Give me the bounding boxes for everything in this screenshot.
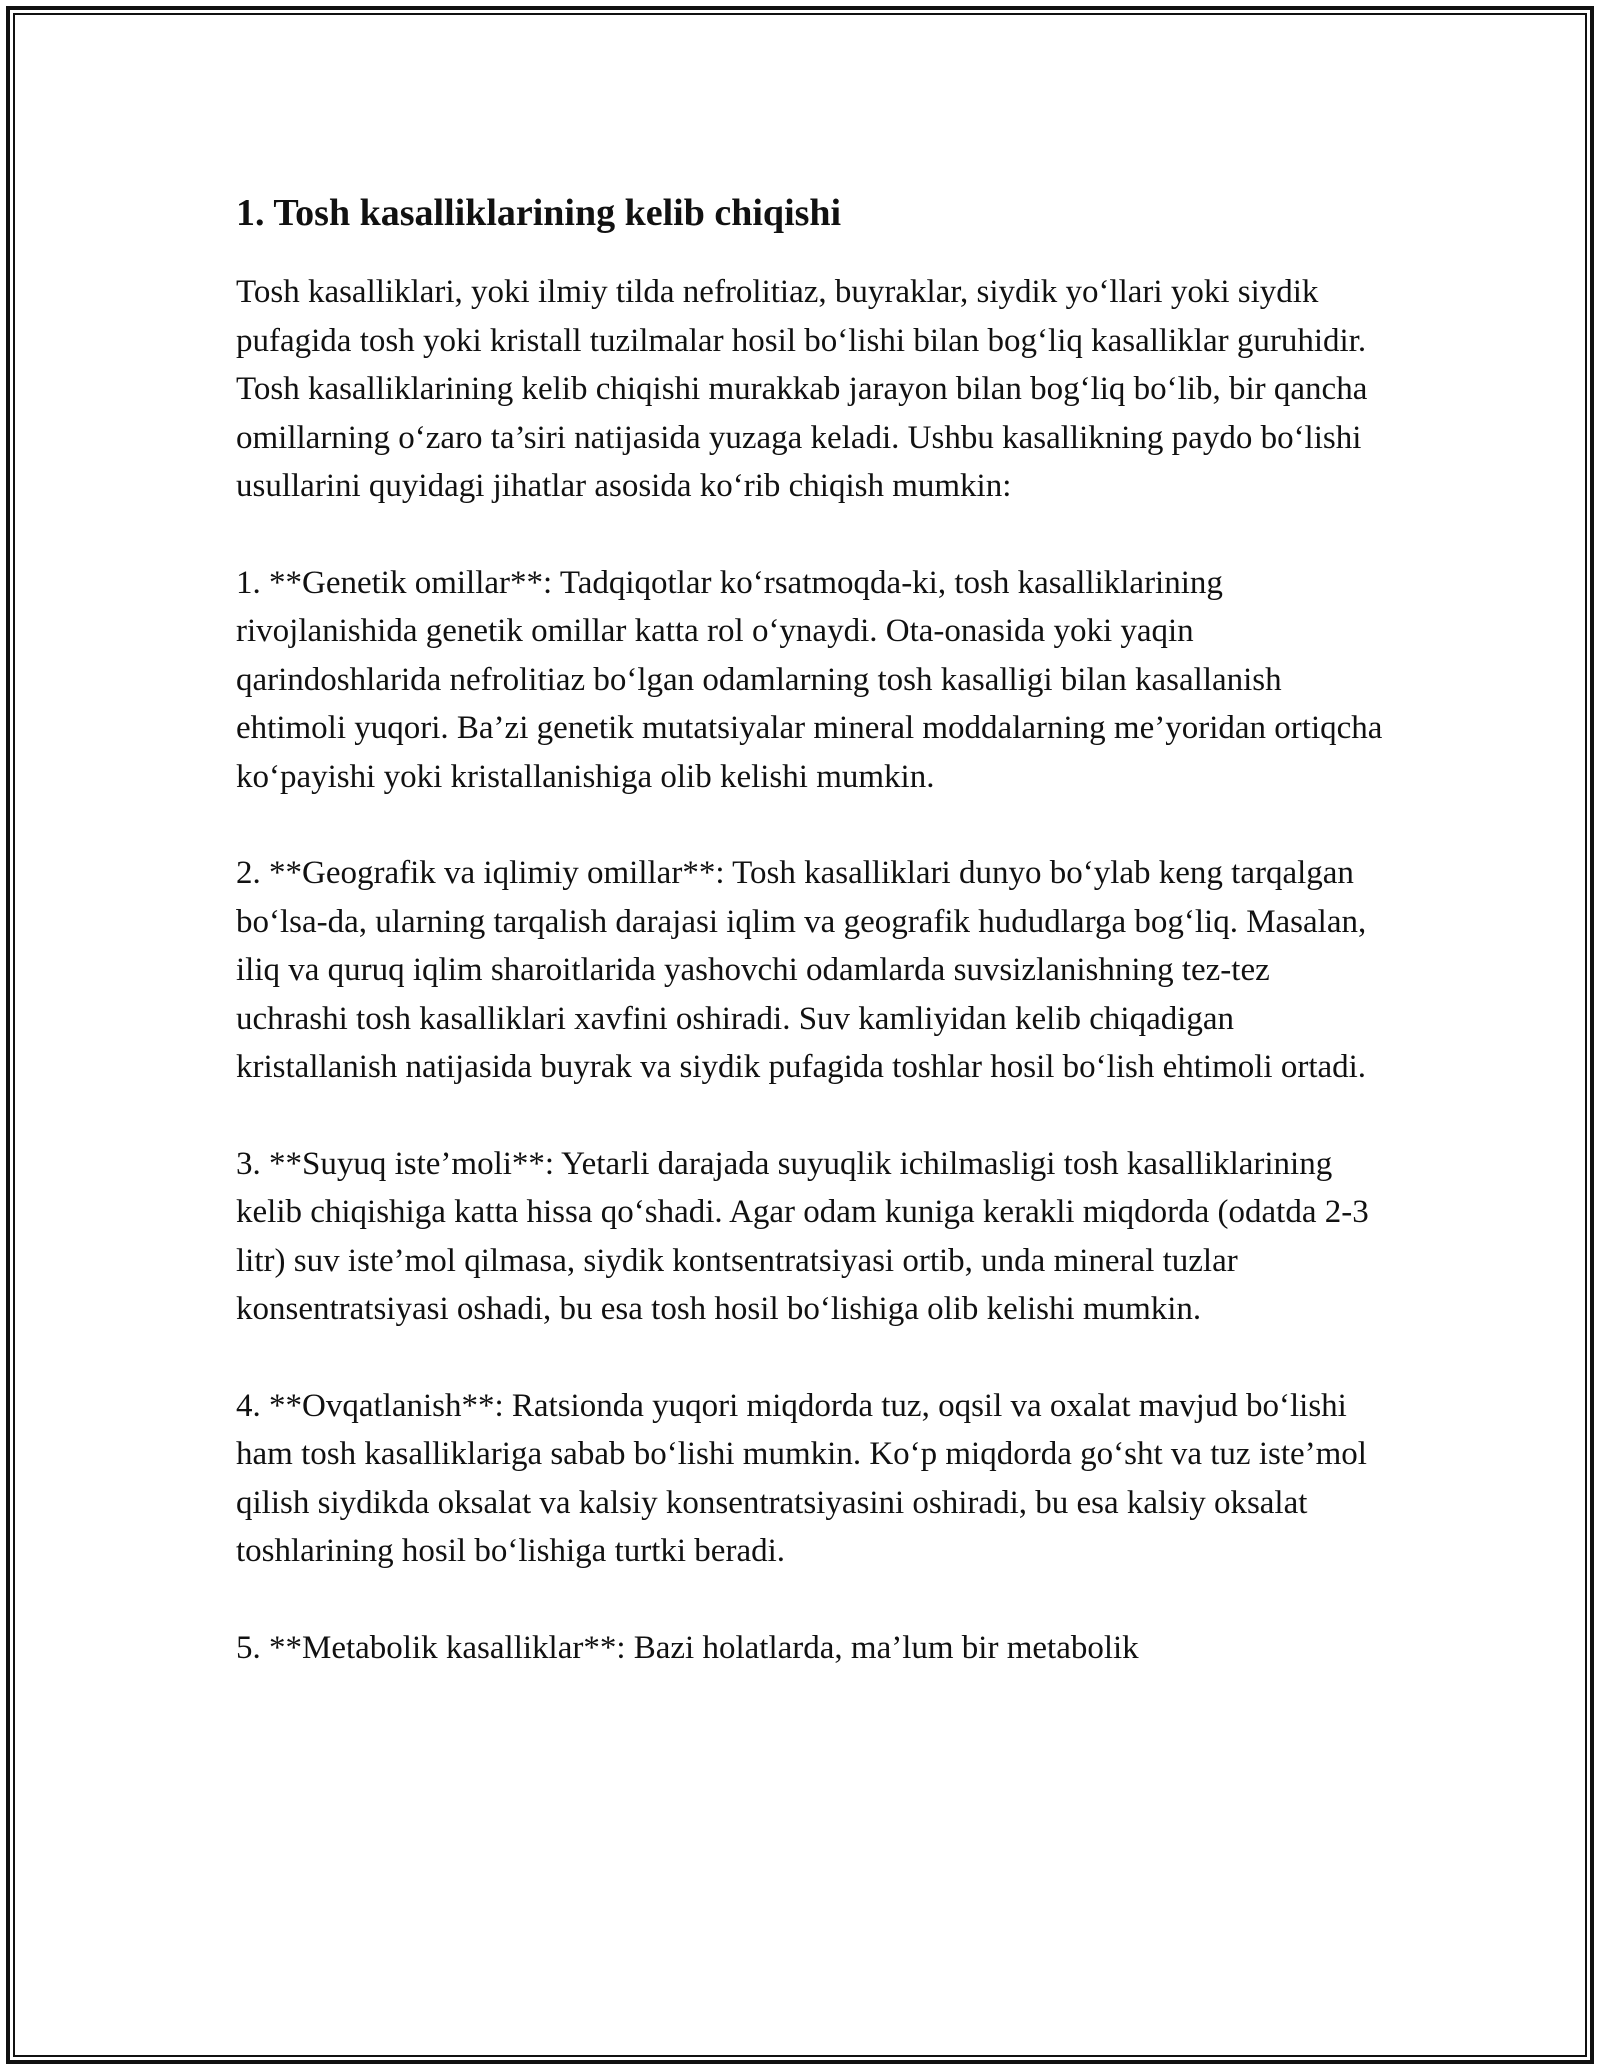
section-heading: 1. Tosh kasalliklarining kelib chiqishi (236, 192, 842, 234)
paragraph-metabolic-diseases: 5. **Metabolik kasalliklar**: Bazi holatlarda, ma’lum bir metabolik (236, 1629, 1139, 1666)
document-body (236, 186, 1386, 1720)
paragraph-genetic-factors: 1. **Genetik omillar**: Tadqiqotlar ko‘rsatmoqda-ki, tosh kasalliklarining rivojlanishida genetik omillar katta rol o‘ynaydi. Ota-onasida yoki yaqin qarindoshlarida nefrolitiaz bo‘lgan odamlarning tosh kasalligi bilan kasallanish ehtimoli yuqori. Ba’zi genetik mutatsiyalar mineral moddalarning me’yoridan ortiqcha ko‘payishi yoki kristallanishiga olib kelishi mumkin. (236, 564, 1383, 795)
paragraph-geographic-factors: 2. **Geografik va iqlimiy omillar**: Tosh kasalliklari dunyo bo‘ylab keng tarqalgan bo‘lsa-da, ularning tarqalish darajasi iqlim va geografik hududlarga bog‘liq. Masalan, iliq va quruq iqlim sharoitlarida yashovchi odamlarda suvsizlanishning tez-tez uchrashi tosh kasalliklari xavfini oshiradi. Suv kamliyidan kelib chiqadigan kristallanish natijasida buyrak va siydik pufagida toshlar hosil bo‘lish ehtimoli ortadi. (236, 855, 1367, 1085)
intro-paragraph: Tosh kasalliklari, yoki ilmiy tilda nefrolitiaz, buyraklar, siydik yo‘llari yoki siydik pufagida tosh yoki kristall tuzilmalar hosil bo‘lishi bilan bog‘liq kasalliklar guruhidir. Tosh kasalliklarining kelib chiqishi murakkab jarayon bilan bog‘liq bo‘lib, bir qancha omillarning o‘zaro ta’siri natijasida yuzaga keladi. Ushbu kasallikning paydo bo‘lishi usullarini quyidagi jihatlar asosida ko‘rib chiqish mumkin: (236, 274, 1368, 504)
paragraph-fluid-intake: 3. **Suyuq iste’moli**: Yetarli darajada suyuqlik ichilmasligi tosh kasalliklarining kelib chiqishiga katta hissa qo‘shadi. Agar odam kuniga kerakli miqdorda (odatda 2-3 litr) suv iste’mol qilmasa, siydik kontsentratsiyasi ortib, unda mineral tuzlar konsentratsiyasi oshadi, bu esa tosh hosil bo‘lishiga olib kelishi mumkin. (236, 1145, 1369, 1327)
paragraph-nutrition: 4. **Ovqatlanish**: Ratsionda yuqori miqdorda tuz, oqsil va oxalat mavjud bo‘lishi ham tosh kasalliklariga sabab bo‘lishi mumkin. Ko‘p miqdorda go‘sht va tuz iste’mol qilish siydikda oksalat va kalsiy konsentratsiyasini oshiradi, bu esa kalsiy oksalat toshlarining hosil bo‘lishiga turtki beradi. (236, 1387, 1367, 1569)
